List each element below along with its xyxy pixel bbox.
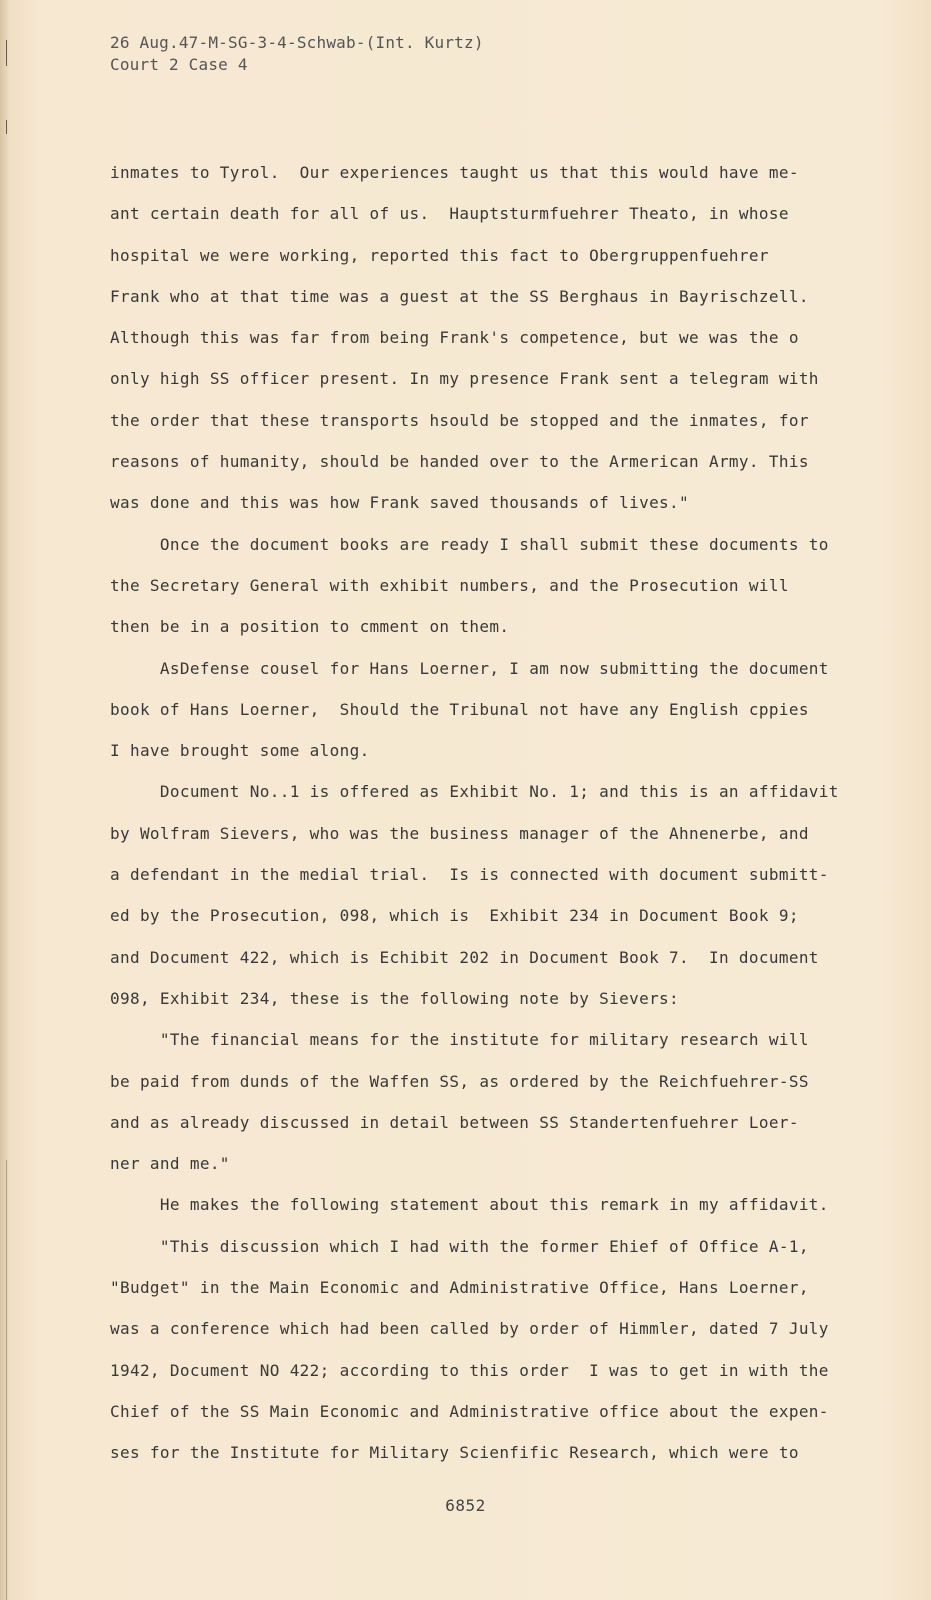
page-number: 6852: [445, 1496, 486, 1515]
text-line: and as already discussed in detail between SS Standertenfuehrer Loer-: [110, 1112, 799, 1132]
text-line: reasons of humanity, should be handed over to the Armerican Army. This: [110, 452, 809, 472]
text-line: "The financial means for the institute for military research will: [110, 1030, 809, 1050]
text-line: AsDefense cousel for Hans Loerner, I am now submitting the document: [110, 658, 829, 678]
text-line: ses for the Institute for Military Scienfific Research, which were to: [110, 1443, 799, 1463]
text-line: 1942, Document NO 422; according to this order I was to get in with the: [110, 1360, 829, 1380]
text-line: book of Hans Loerner, Should the Tribunal not have any English cppies: [110, 699, 809, 719]
text-line: be paid from dunds of the Waffen SS, as ordered by the Reichfuehrer-SS: [110, 1071, 809, 1091]
text-line: a defendant in the medial trial. Is is connected with document submitt-: [110, 865, 829, 885]
margin-mark: [6, 120, 7, 134]
text-line: "Budget" in the Main Economic and Administrative Office, Hans Loerner,: [110, 1278, 809, 1298]
text-line: was done and this was how Frank saved thousands of lives.": [110, 493, 690, 513]
text-line: then be in a position to cmment on them.: [110, 617, 510, 637]
text-line: I have brought some along.: [110, 741, 370, 761]
text-line: inmates to Tyrol. Our experiences taught us that this would have me-: [110, 163, 799, 182]
margin-mark: [6, 40, 7, 66]
text-line: 098, Exhibit 234, these is the following note by Sievers:: [110, 988, 680, 1008]
document-header: [110, 32, 484, 76]
left-edge-shadow: [0, 0, 10, 1600]
text-line: Although this was far from being Frank's competence, but we was the o: [110, 328, 799, 348]
text-line: and Document 422, which is Echibit 202 in Document Book 7. In document: [110, 947, 819, 967]
text-line: ant certain death for all of us. Hauptsturmfuehrer Theato, in whose: [110, 204, 789, 224]
header-reference-line: 26 Aug.47-M-SG-3-4-Schwab-(Int. Kurtz): [110, 33, 484, 52]
text-line: only high SS officer present. In my presence Frank sent a telegram with: [110, 369, 819, 389]
text-line: Frank who at that time was a guest at the SS Berghaus in Bayrischzell.: [110, 286, 809, 306]
text-line: the Secretary General with exhibit numbers, and the Prosecution will: [110, 575, 789, 595]
text-line: was a conference which had been called by order of Himmler, dated 7 July: [110, 1319, 829, 1339]
margin-mark: [6, 1160, 7, 1600]
text-line: ner and me.": [110, 1154, 230, 1174]
text-line: ed by the Prosecution, 098, which is Exhibit 234 in Document Book 9;: [110, 906, 799, 926]
text-line: Chief of the SS Main Economic and Administrative office about the expen-: [110, 1401, 829, 1421]
text-line: by Wolfram Sievers, who was the business manager of the Ahnenerbe, and: [110, 823, 809, 843]
text-line: "This discussion which I had with the former Ehief of Office A-1,: [110, 1236, 809, 1256]
text-line: Once the document books are ready I shall submit these documents to: [110, 534, 829, 554]
header-court-case-line: Court 2 Case 4: [110, 55, 248, 74]
text-line: Document No..1 is offered as Exhibit No. 1; and this is an affidavit: [110, 782, 839, 802]
text-line: hospital we were working, reported this fact to Obergruppenfuehrer: [110, 245, 769, 265]
transcript-body: [110, 152, 850, 1474]
text-line: He makes the following statement about this remark in my affidavit.: [110, 1195, 829, 1215]
text-line: the order that these transports hsould be stopped and the inmates, for: [110, 410, 809, 430]
